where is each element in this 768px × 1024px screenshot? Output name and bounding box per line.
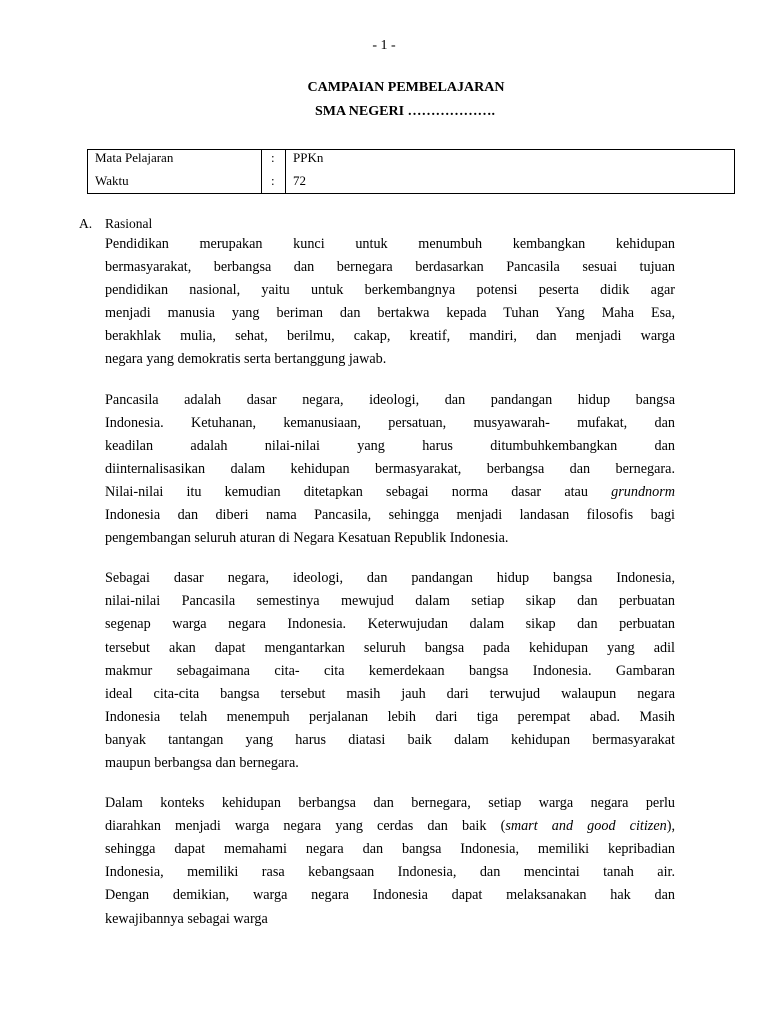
document-title: CAMPAIAN PEMBELAJARAN: [307, 80, 505, 95]
text-line: pendidikan nasional, yaitu untuk berkembangnya potensi peserta didik agar: [105, 282, 675, 299]
subject-separator: :: [271, 150, 275, 165]
text-line: Dengan demikian, warga negara Indonesia dapat melaksanakan hak dan: [105, 887, 675, 904]
page-number: - 1 -: [372, 38, 396, 53]
subject-value: PPKn: [293, 150, 324, 165]
text-line: pengembangan seluruh aturan di Negara Kesatuan Republik Indonesia.: [105, 530, 509, 547]
text-line: bermasyarakat, berbangsa dan bernegara berdasarkan Pancasila sesuai tujuan: [105, 259, 675, 276]
info-table: [87, 149, 735, 194]
text-line: keadilan adalah nilai-nilai yang harus ditumbuhkembangkan dan: [105, 437, 675, 454]
text-line: Dalam konteks kehidupan berbangsa dan bernegara, setiap warga negara perlu: [105, 795, 675, 812]
table-divider: [285, 150, 286, 193]
text-line: sehingga dapat memahami negara dan bangsa Indonesia, memiliki kepribadian: [105, 841, 675, 858]
text-line: berakhlak mulia, sehat, berilmu, cakap, kreatif, mandiri, dan menjadi warga: [105, 328, 675, 345]
paragraph: [105, 792, 675, 931]
body-text: [105, 233, 675, 948]
section-letter: A.: [79, 216, 93, 231]
text-line: Pendidikan merupakan kunci untuk menumbuh kembangkan kehidupan: [105, 236, 675, 252]
time-label: Waktu: [95, 173, 129, 188]
text-line: negara yang demokratis serta bertanggung jawab.: [105, 351, 387, 368]
time-separator: :: [271, 173, 275, 188]
text-line: Indonesia dan diberi nama Pancasila, sehingga menjadi landasan filosofis bagi: [105, 507, 675, 524]
school-name: SMA NEGERI ……………….: [314, 104, 496, 119]
section-title: Rasional: [105, 216, 153, 231]
table-divider: [261, 150, 262, 193]
text-line: segenap warga negara Indonesia. Keterwujudan dalam sikap dan perbuatan: [105, 616, 675, 633]
text-line: diinternalisasikan dalam kehidupan bermasyarakat, berbangsa dan bernegara.: [105, 460, 675, 477]
subject-label: Mata Pelajaran: [95, 150, 174, 165]
text-line: tersebut akan dapat mengantarkan seluruh bangsa pada kehidupan yang adil: [105, 639, 675, 656]
text-line: Indonesia. Ketuhanan, kemanusiaan, persatuan, musyawarah- mufakat, dan: [105, 414, 675, 431]
text-line: nilai-nilai Pancasila semestinya mewujud dalam setiap sikap dan perbuatan: [105, 593, 675, 610]
text-line: makmur sebagaimana cita- cita kemerdekaan bangsa Indonesia. Gambaran: [105, 662, 675, 679]
text-line: Indonesia telah menempuh perjalanan lebih dari tiga perempat abad. Masih: [105, 708, 675, 725]
paragraph: [105, 567, 675, 775]
text-line: Indonesia, memiliki rasa kebangsaan Indonesia, dan mencintai tanah air.: [105, 864, 675, 881]
text-line: ideal cita-cita bangsa tersebut masih jauh dari terwujud walaupun negara: [105, 685, 675, 702]
text-line: diarahkan menjadi warga negara yang cerdas dan baik (smart and good citizen),: [105, 818, 675, 835]
text-line: menjadi manusia yang beriman dan bertakwa kepada Tuhan Yang Maha Esa,: [105, 305, 675, 322]
text-line: Sebagai dasar negara, ideologi, dan pandangan hidup bangsa Indonesia,: [105, 570, 675, 587]
text-line: Pancasila adalah dasar negara, ideologi, dan pandangan hidup bangsa: [105, 391, 675, 408]
text-line: Nilai-nilai itu kemudian ditetapkan sebagai norma dasar atau grundnorm: [105, 483, 675, 500]
text-line: maupun berbangsa dan bernegara.: [105, 754, 299, 771]
text-line: banyak tantangan yang harus diatasi baik dalam kehidupan bermasyarakat: [105, 731, 675, 748]
paragraph: [105, 389, 675, 551]
text-line: kewajibannya sebagai warga: [105, 910, 268, 927]
paragraph: [105, 233, 675, 372]
time-value: 72: [293, 173, 306, 188]
